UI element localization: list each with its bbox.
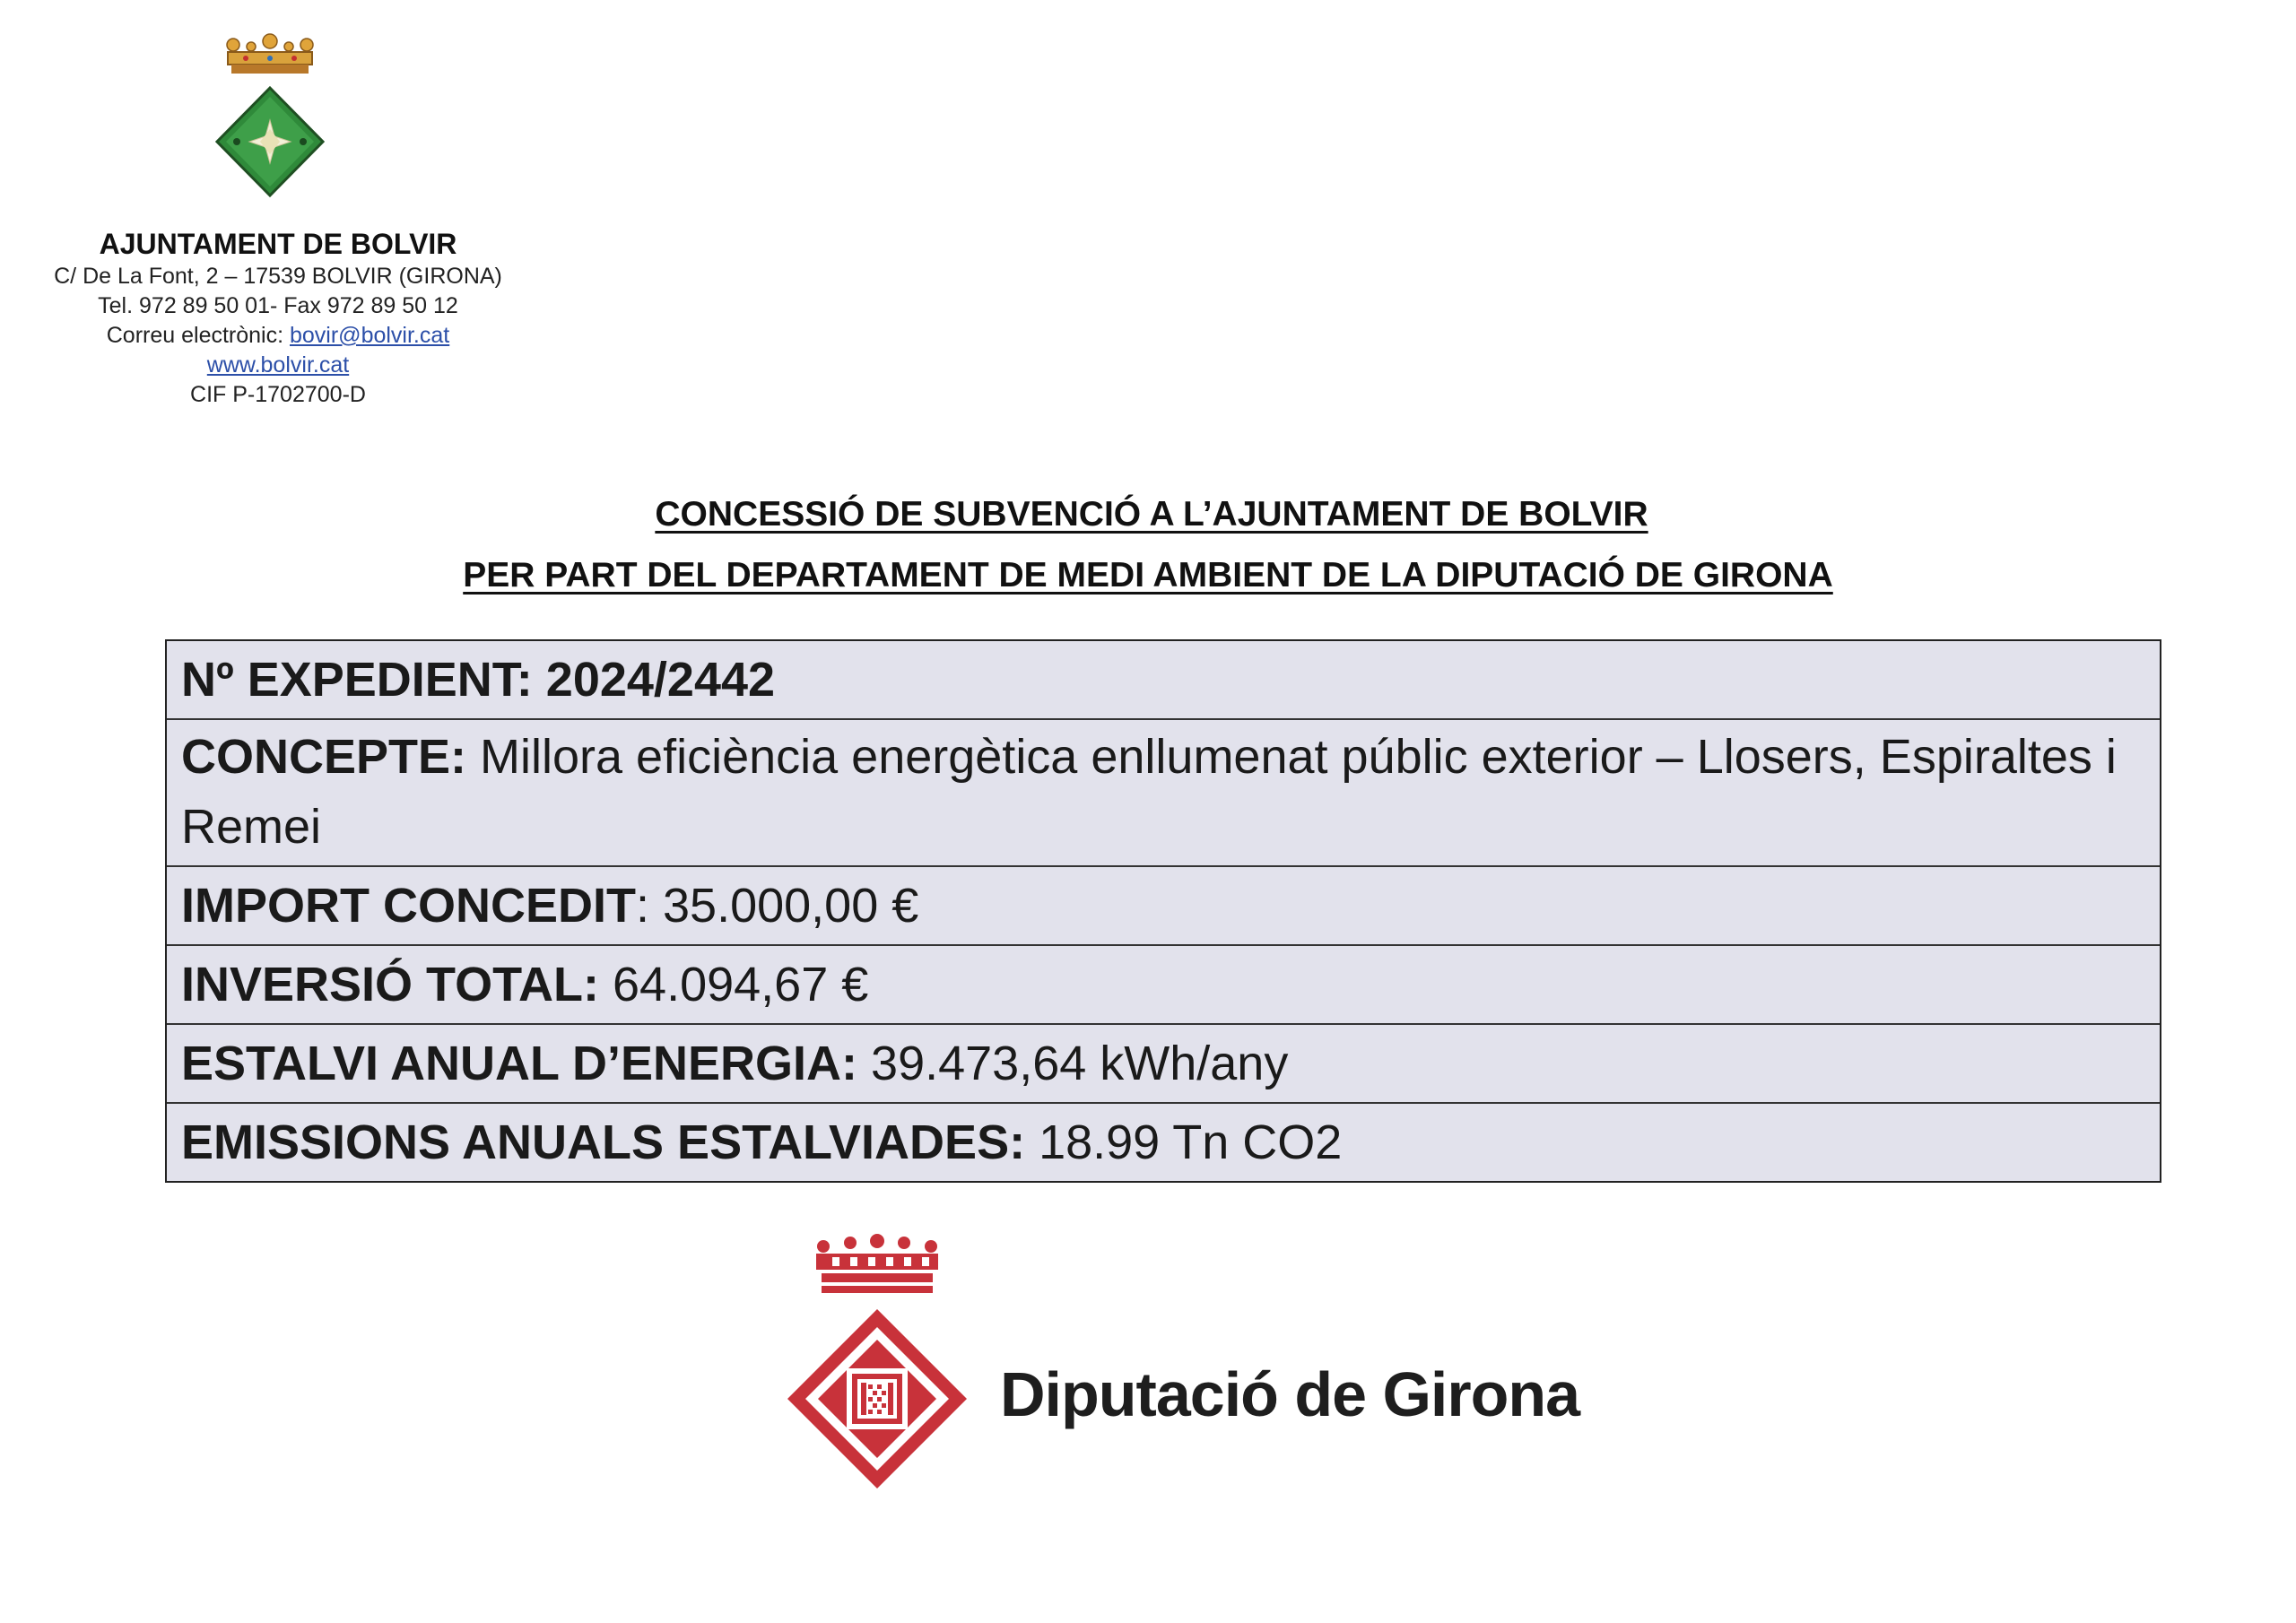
municipality-name: AJUNTAMENT DE BOLVIR <box>99 228 457 260</box>
import-label: IMPORT CONCEDIT <box>181 879 636 933</box>
inversio-value: 64.094,67 € <box>599 958 869 1011</box>
email-label: Correu electrònic: <box>106 323 290 348</box>
row-emissions <box>167 1104 2160 1181</box>
inversio-label: INVERSIÓ TOTAL: <box>181 958 600 1011</box>
municipality-phone: Tel. 972 89 50 01- Fax 972 89 50 12 <box>98 293 458 318</box>
diputacio-name: Diputació de Girona <box>1000 1359 1580 1429</box>
row-estalvi <box>167 1025 2160 1104</box>
concept-value: Millora eficiència energètica enllumenat públic exterior – Llosers, Espiraltes i Remei <box>181 730 2117 854</box>
bolvir-coat-of-arms-icon <box>215 32 325 203</box>
emissions-label: EMISSIONS ANUALS ESTALVIADES: <box>181 1115 1026 1169</box>
municipality-address: C/ De La Font, 2 – 17539 BOLVIR (GIRONA) <box>54 264 502 289</box>
shield-icon <box>217 88 323 195</box>
expedient-label: Nº EXPEDIENT: <box>181 653 546 707</box>
municipality-website-line <box>36 351 520 380</box>
estalvi-value: 39.473,64 kWh/any <box>857 1037 1289 1090</box>
diamond-emblem-icon <box>787 1309 967 1488</box>
estalvi-label: ESTALVI ANUAL D’ENERGIA: <box>181 1037 858 1090</box>
row-inversio <box>167 946 2160 1025</box>
row-concept <box>167 720 2160 867</box>
emissions-value: 18.99 Tn CO2 <box>1025 1115 1343 1169</box>
diputacio-girona-logo-icon <box>778 1234 976 1494</box>
document-title <box>0 484 2296 606</box>
red-crown-icon <box>816 1234 938 1293</box>
title-line-2: PER PART DEL DEPARTAMENT DE MEDI AMBIENT DE LA DIPUTACIÓ DE GIRONA <box>463 556 1833 595</box>
email-link[interactable]: bovir@bolvir.cat <box>290 323 450 348</box>
row-expedient <box>167 641 2160 720</box>
concept-label: CONCEPTE: <box>181 730 467 784</box>
crown-icon <box>227 34 313 74</box>
municipality-email-line <box>36 321 520 351</box>
grant-details-table <box>165 639 2161 1183</box>
website-link[interactable]: www.bolvir.cat <box>206 352 350 378</box>
municipality-cif: CIF P-1702700-D <box>190 382 366 407</box>
expedient-value: 2024/2442 <box>545 653 776 707</box>
municipality-header <box>36 226 520 410</box>
row-import <box>167 867 2160 946</box>
import-value: : 35.000,00 € <box>636 879 919 933</box>
title-line-1: CONCESSIÓ DE SUBVENCIÓ A L’AJUNTAMENT DE BOLVIR <box>655 495 1648 534</box>
